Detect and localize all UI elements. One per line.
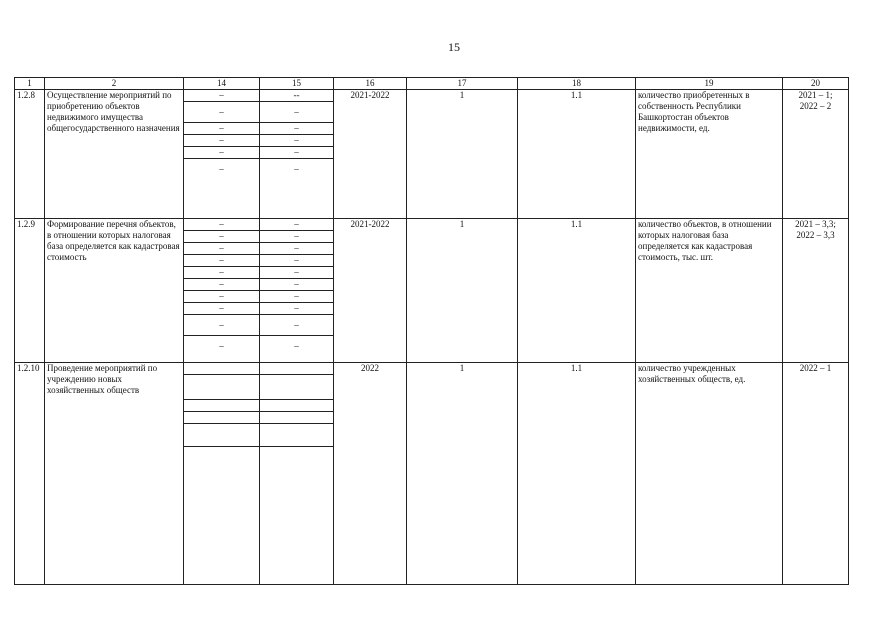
dash-value: –	[184, 291, 259, 303]
target-value: 2022 – 2	[799, 101, 832, 111]
dash-value: –	[184, 255, 259, 267]
dash-value: –	[260, 315, 333, 336]
dash-value: –	[260, 279, 333, 291]
target-values	[783, 90, 849, 219]
empty-subrow	[184, 424, 259, 447]
dash-value: –	[184, 267, 259, 279]
target-values	[783, 219, 849, 363]
column-header: 14	[184, 78, 260, 90]
column-header: 20	[783, 78, 849, 90]
col18-value: 1.1	[518, 363, 636, 585]
dash-value: –	[260, 255, 333, 267]
dash-value: –	[219, 164, 224, 174]
dash-value: –	[184, 231, 259, 243]
col15-cell	[260, 90, 334, 219]
dash-value: –	[260, 267, 333, 279]
column-header: 2	[45, 78, 184, 90]
target-values	[783, 363, 849, 585]
dash-value: –	[260, 231, 333, 243]
empty-subrow	[184, 400, 259, 412]
col14-cell	[184, 219, 260, 363]
measure-name: Проведение мероприятий по учреждению новых хозяйственных обществ	[45, 363, 184, 585]
indicator: количество приобретенных в собственность Республики Башкортостан объектов недвижимости, ед.	[636, 90, 783, 219]
header-row	[15, 78, 849, 90]
column-header: 16	[334, 78, 407, 90]
table-row	[15, 219, 849, 363]
dash-value: –	[219, 341, 224, 351]
dash-value: –	[260, 219, 333, 231]
dash-value: –	[260, 123, 333, 135]
row-number: 1.2.9	[15, 219, 45, 363]
col17-value: 1	[407, 219, 518, 363]
col14-cell	[184, 90, 260, 219]
page-number: 15	[448, 40, 460, 54]
empty-subrow	[184, 363, 259, 375]
col15-cell	[260, 363, 334, 585]
dash-value: –	[294, 164, 299, 174]
dash-value: –	[184, 147, 259, 159]
row-number: 1.2.10	[15, 363, 45, 585]
period: 2021-2022	[334, 219, 407, 363]
target-value: 2022 – 3,3	[796, 230, 835, 240]
dash-value: –	[184, 303, 259, 315]
dash-value: –	[184, 315, 259, 336]
column-header: 1	[15, 78, 45, 90]
empty-subrow	[260, 412, 333, 424]
target-value: 2021 – 1;	[798, 90, 833, 100]
target-value: 2021 – 3,3;	[795, 219, 836, 229]
period: 2021-2022	[334, 90, 407, 219]
dash-value: –	[184, 219, 259, 231]
indicator: количество объектов, в отношении которых налоговая база определяется как кадастровая стоимость, тыс. шт.	[636, 219, 783, 363]
col17-value: 1	[407, 363, 518, 585]
empty-subrow	[184, 412, 259, 424]
indicator: количество учрежденных хозяйственных обществ, ед.	[636, 363, 783, 585]
column-header: 18	[518, 78, 636, 90]
dash-value: –	[260, 291, 333, 303]
dash-value: –	[260, 135, 333, 147]
measure-name: Осуществление мероприятий по приобретению объектов недвижимого имущества общегосударственного назначения	[45, 90, 184, 219]
table-row	[15, 90, 849, 219]
dash-value: –	[260, 147, 333, 159]
period: 2022	[334, 363, 407, 585]
col17-value: 1	[407, 90, 518, 219]
dash-value: –	[260, 303, 333, 315]
col15-cell	[260, 219, 334, 363]
dash-value: –	[184, 279, 259, 291]
dash-value: –	[294, 341, 299, 351]
col14-cell	[184, 363, 260, 585]
row-number: 1.2.8	[15, 90, 45, 219]
dash-value: –	[184, 123, 259, 135]
empty-subrow	[260, 400, 333, 412]
dash-value: --	[260, 90, 333, 102]
column-header: 17	[407, 78, 518, 90]
empty-subrow	[184, 375, 259, 400]
dash-value: –	[184, 102, 259, 123]
measure-name: Формирование перечня объектов, в отношении которых налоговая база определяется как кадастровая стоимость	[45, 219, 184, 363]
target-value: 2022 – 1	[799, 363, 832, 373]
empty-subrow	[260, 424, 333, 447]
column-header: 15	[260, 78, 334, 90]
dash-value: –	[184, 243, 259, 255]
dash-value: –	[184, 90, 259, 102]
dash-value: –	[260, 243, 333, 255]
dash-value: –	[260, 102, 333, 123]
column-header: 19	[636, 78, 783, 90]
col18-value: 1.1	[518, 90, 636, 219]
table-row	[15, 363, 849, 585]
dash-value: –	[184, 135, 259, 147]
col18-value: 1.1	[518, 219, 636, 363]
empty-subrow	[260, 375, 333, 400]
data-table	[14, 77, 849, 585]
empty-subrow	[260, 363, 333, 375]
